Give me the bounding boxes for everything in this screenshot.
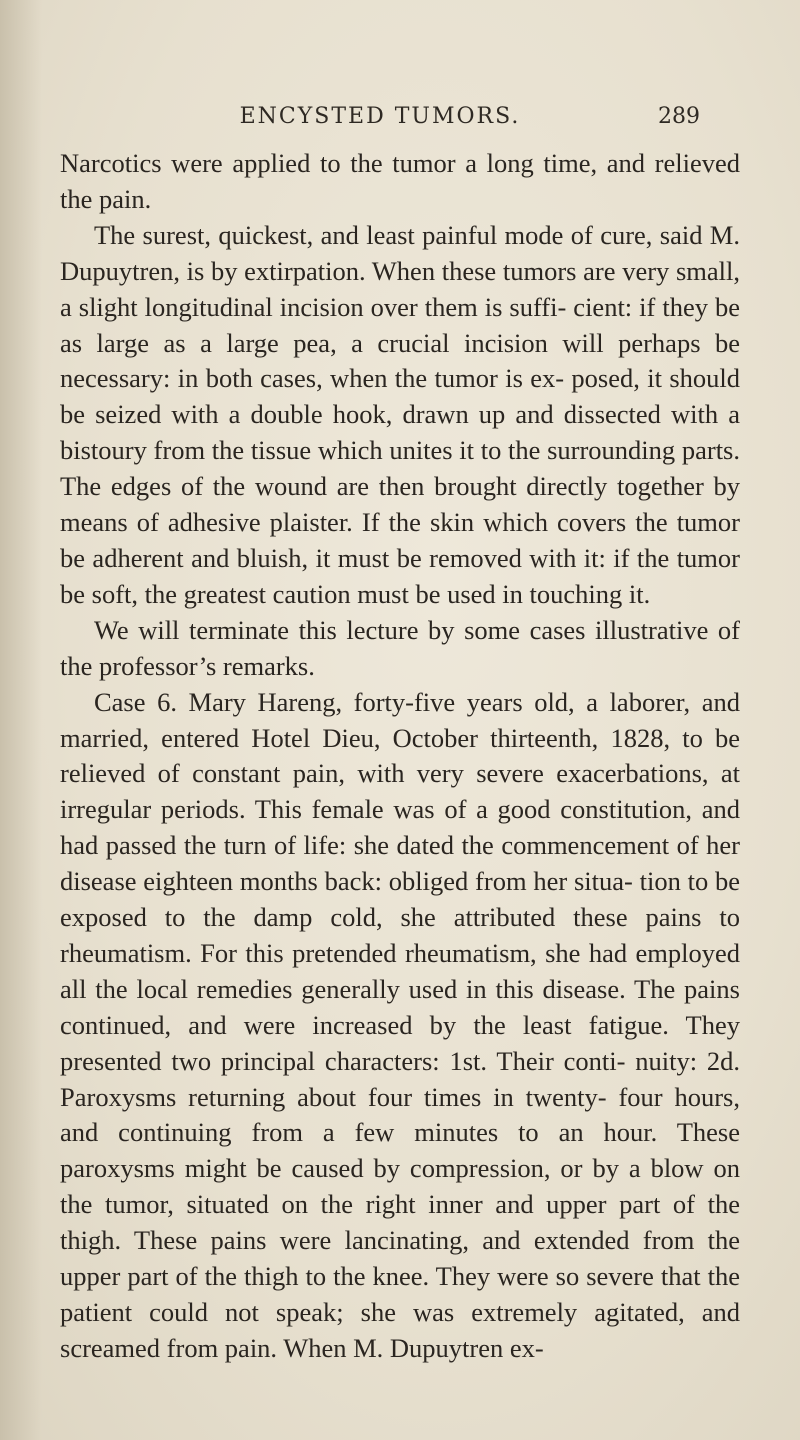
body-text <box>60 146 740 1367</box>
paragraph-narcotics: Narcotics were applied to the tumor a long time, and relieved the pain. <box>60 148 740 214</box>
page-number: 289 <box>658 104 700 129</box>
running-title: ENCYSTED TUMORS. <box>239 104 521 129</box>
page-gutter-shadow <box>0 0 42 1440</box>
paragraph-lecture-cases: We will terminate this lecture by some cases illustrative of the professor’s remarks. <box>60 614 740 681</box>
running-head <box>60 104 700 134</box>
paragraph-case-6: Case 6. Mary Hareng, forty-five years old, a laborer, and married, entered Hotel Dieu, October thirteenth, 1828, to be relieved of constant pain, with very severe exacerbations, at irregular periods. This female was of a good constitution, and had passed the turn of life: she dated the commencement of her disease eighteen months back: obliged from her situa- tion to be exposed to the damp cold, she attributed these pains to rheumatism. For this pretended rheumatism, she had employed all the local remedies generally used in this disease. The pains continued, and were increased by the least fatigue. They presented two principal characters: 1st. Their conti- nuity: 2d. Paroxysms returning about four times in twenty- four hours, and continuing from a few minutes to an hour. These paroxysms might be caused by compression, or by a blow on the tumor, situated on the right inner and upper part of the thigh. These pains were lancinating, and extended from the upper part of the thigh to the knee. They were so severe that the patient could not speak; she was extremely agitated, and screamed from pain. When M. Dupuytren ex- <box>60 686 740 1363</box>
paragraph-mode-of-cure: The surest, quickest, and least painful mode of cure, said M. Dupuytren, is by extirpation. When these tumors are very small, a slight longitudinal incision over them is suffi- cient: if they be as large as a large pea, a crucial incision will perhaps be necessary: in both cases, when the tumor is ex- posed, it should be seized with a double hook, drawn up and dissected with a bistoury from the tissue which unites it to the surrounding parts. The edges of the wound are then brought directly together by means of adhesive plaister. If the skin which covers the tumor be adherent and bluish, it must be removed with it: if the tumor be soft, the greatest caution must be used in touching it. <box>60 219 740 609</box>
